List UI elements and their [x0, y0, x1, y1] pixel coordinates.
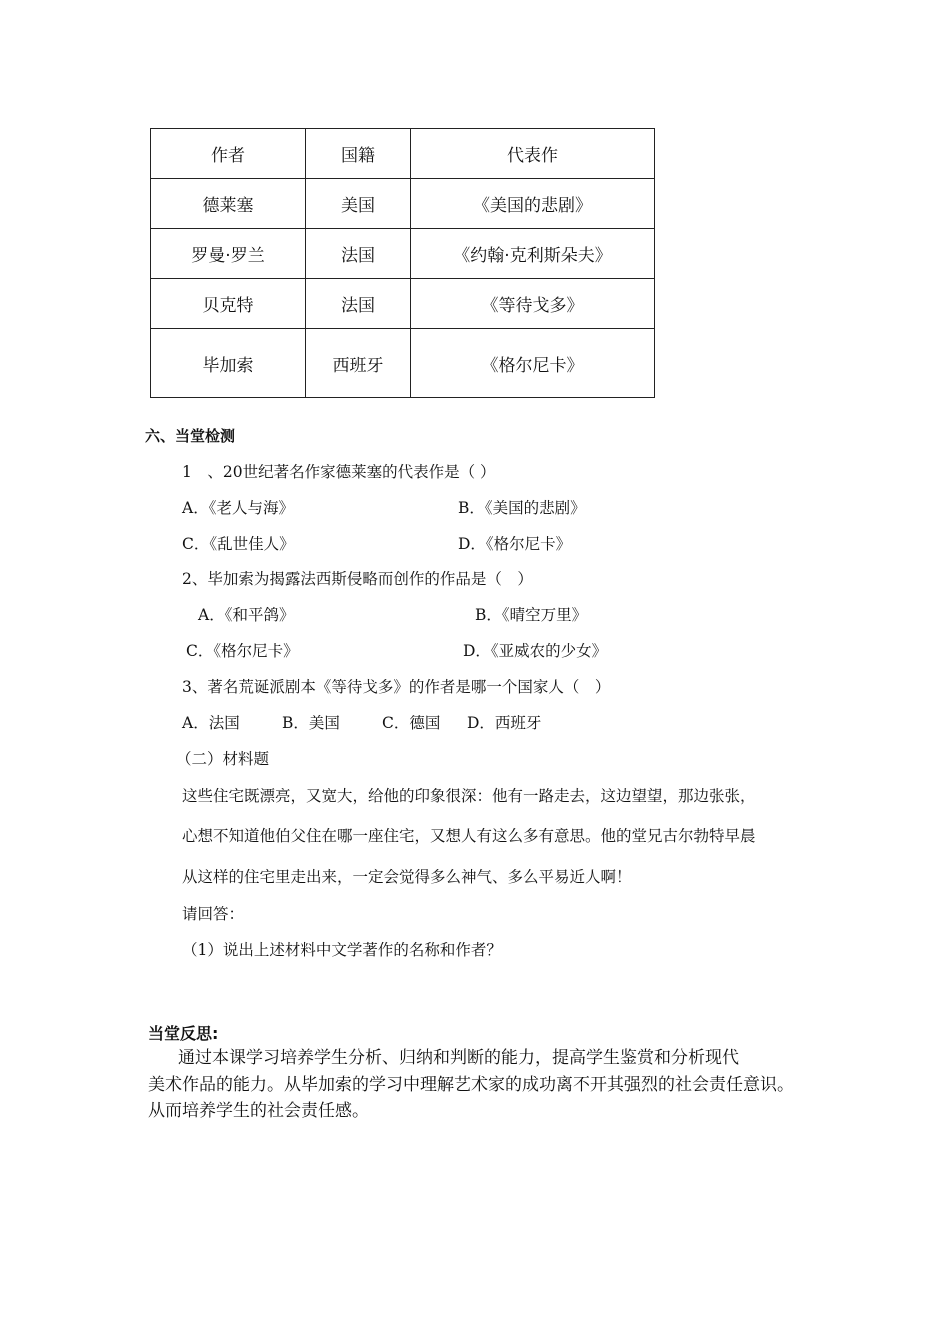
cell-author: 贝克特: [151, 279, 306, 329]
q1-option-a: A．《老人与海》: [182, 499, 294, 517]
q3-option-a: A．法国: [182, 714, 240, 732]
cell-work: 《美国的悲剧》: [411, 179, 655, 229]
question-1-stem: 1 、20世纪著名作家德莱塞的代表作是（ ）: [182, 463, 496, 481]
table-row: [151, 179, 655, 229]
table-row: [151, 279, 655, 329]
authors-table: [150, 128, 655, 398]
cell-work: 《约翰·克利斯朵夫》: [411, 229, 655, 279]
q3-option-c: C．德国: [382, 714, 441, 732]
reflection-line-1: 通过本课学习培养学生分析、归纳和判断的能力，提高学生鉴赏和分析现代: [178, 1048, 739, 1068]
q1-option-d: D．《格尔尼卡》: [458, 535, 572, 553]
q2-option-b: B．《晴空万里》: [475, 606, 588, 624]
cell-author: 毕加索: [151, 329, 306, 398]
cell-nationality: 法国: [306, 279, 411, 329]
header-nationality: 国籍: [306, 129, 411, 179]
table-header-row: [151, 129, 655, 179]
header-work: 代表作: [411, 129, 655, 179]
cell-work: 《等待戈多》: [411, 279, 655, 329]
reflection-line-3: 从而培养学生的社会责任感。: [148, 1101, 369, 1121]
question-3-stem: 3、著名荒诞派剧本《等待戈多》的作者是哪一个国家人（ ）: [182, 678, 611, 696]
reflection-line-2: 美术作品的能力。从毕加索的学习中理解艺术家的成功离不开其强烈的社会责任意识。: [148, 1075, 794, 1095]
material-line-3: 从这样的住宅里走出来，一定会觉得多么神气、多么平易近人啊！: [182, 868, 632, 886]
material-heading: （二）材料题: [176, 750, 270, 768]
answer-prompt: 请回答：: [182, 905, 245, 923]
cell-nationality: 西班牙: [306, 329, 411, 398]
q2-option-a: A．《和平鸽》: [198, 606, 295, 624]
material-line-1: 这些住宅既漂亮，又宽大，给他的印象很深：他有一路走去，这边望望，那边张张，: [182, 787, 756, 805]
cell-author: 德莱塞: [151, 179, 306, 229]
cell-nationality: 法国: [306, 229, 411, 279]
reflection-heading: 当堂反思:: [148, 1024, 219, 1043]
q2-option-d: D．《亚威农的少女》: [463, 642, 608, 660]
section-heading: 六、当堂检测: [145, 427, 236, 445]
header-author: 作者: [151, 129, 306, 179]
q2-option-c: C．《格尔尼卡》: [186, 642, 299, 660]
table-row: [151, 229, 655, 279]
table-row: [151, 329, 655, 398]
cell-nationality: 美国: [306, 179, 411, 229]
q1-option-c: C．《乱世佳人》: [182, 535, 295, 553]
material-question-1: （1）说出上述材料中文学著作的名称和作者？: [182, 941, 502, 959]
q1-option-b: B．《美国的悲剧》: [458, 499, 586, 517]
cell-work: 《格尔尼卡》: [411, 329, 655, 398]
material-line-2: 心想不知道他伯父住在哪一座住宅，又想人有这么多有意思。他的堂兄古尔勃特早晨: [182, 827, 756, 845]
cell-author: 罗曼·罗兰: [151, 229, 306, 279]
q3-option-d: D．西班牙: [467, 714, 542, 732]
question-2-stem: 2、毕加索为揭露法西斯侵略而创作的作品是（ ）: [182, 570, 533, 588]
q3-option-b: B．美国: [282, 714, 340, 732]
